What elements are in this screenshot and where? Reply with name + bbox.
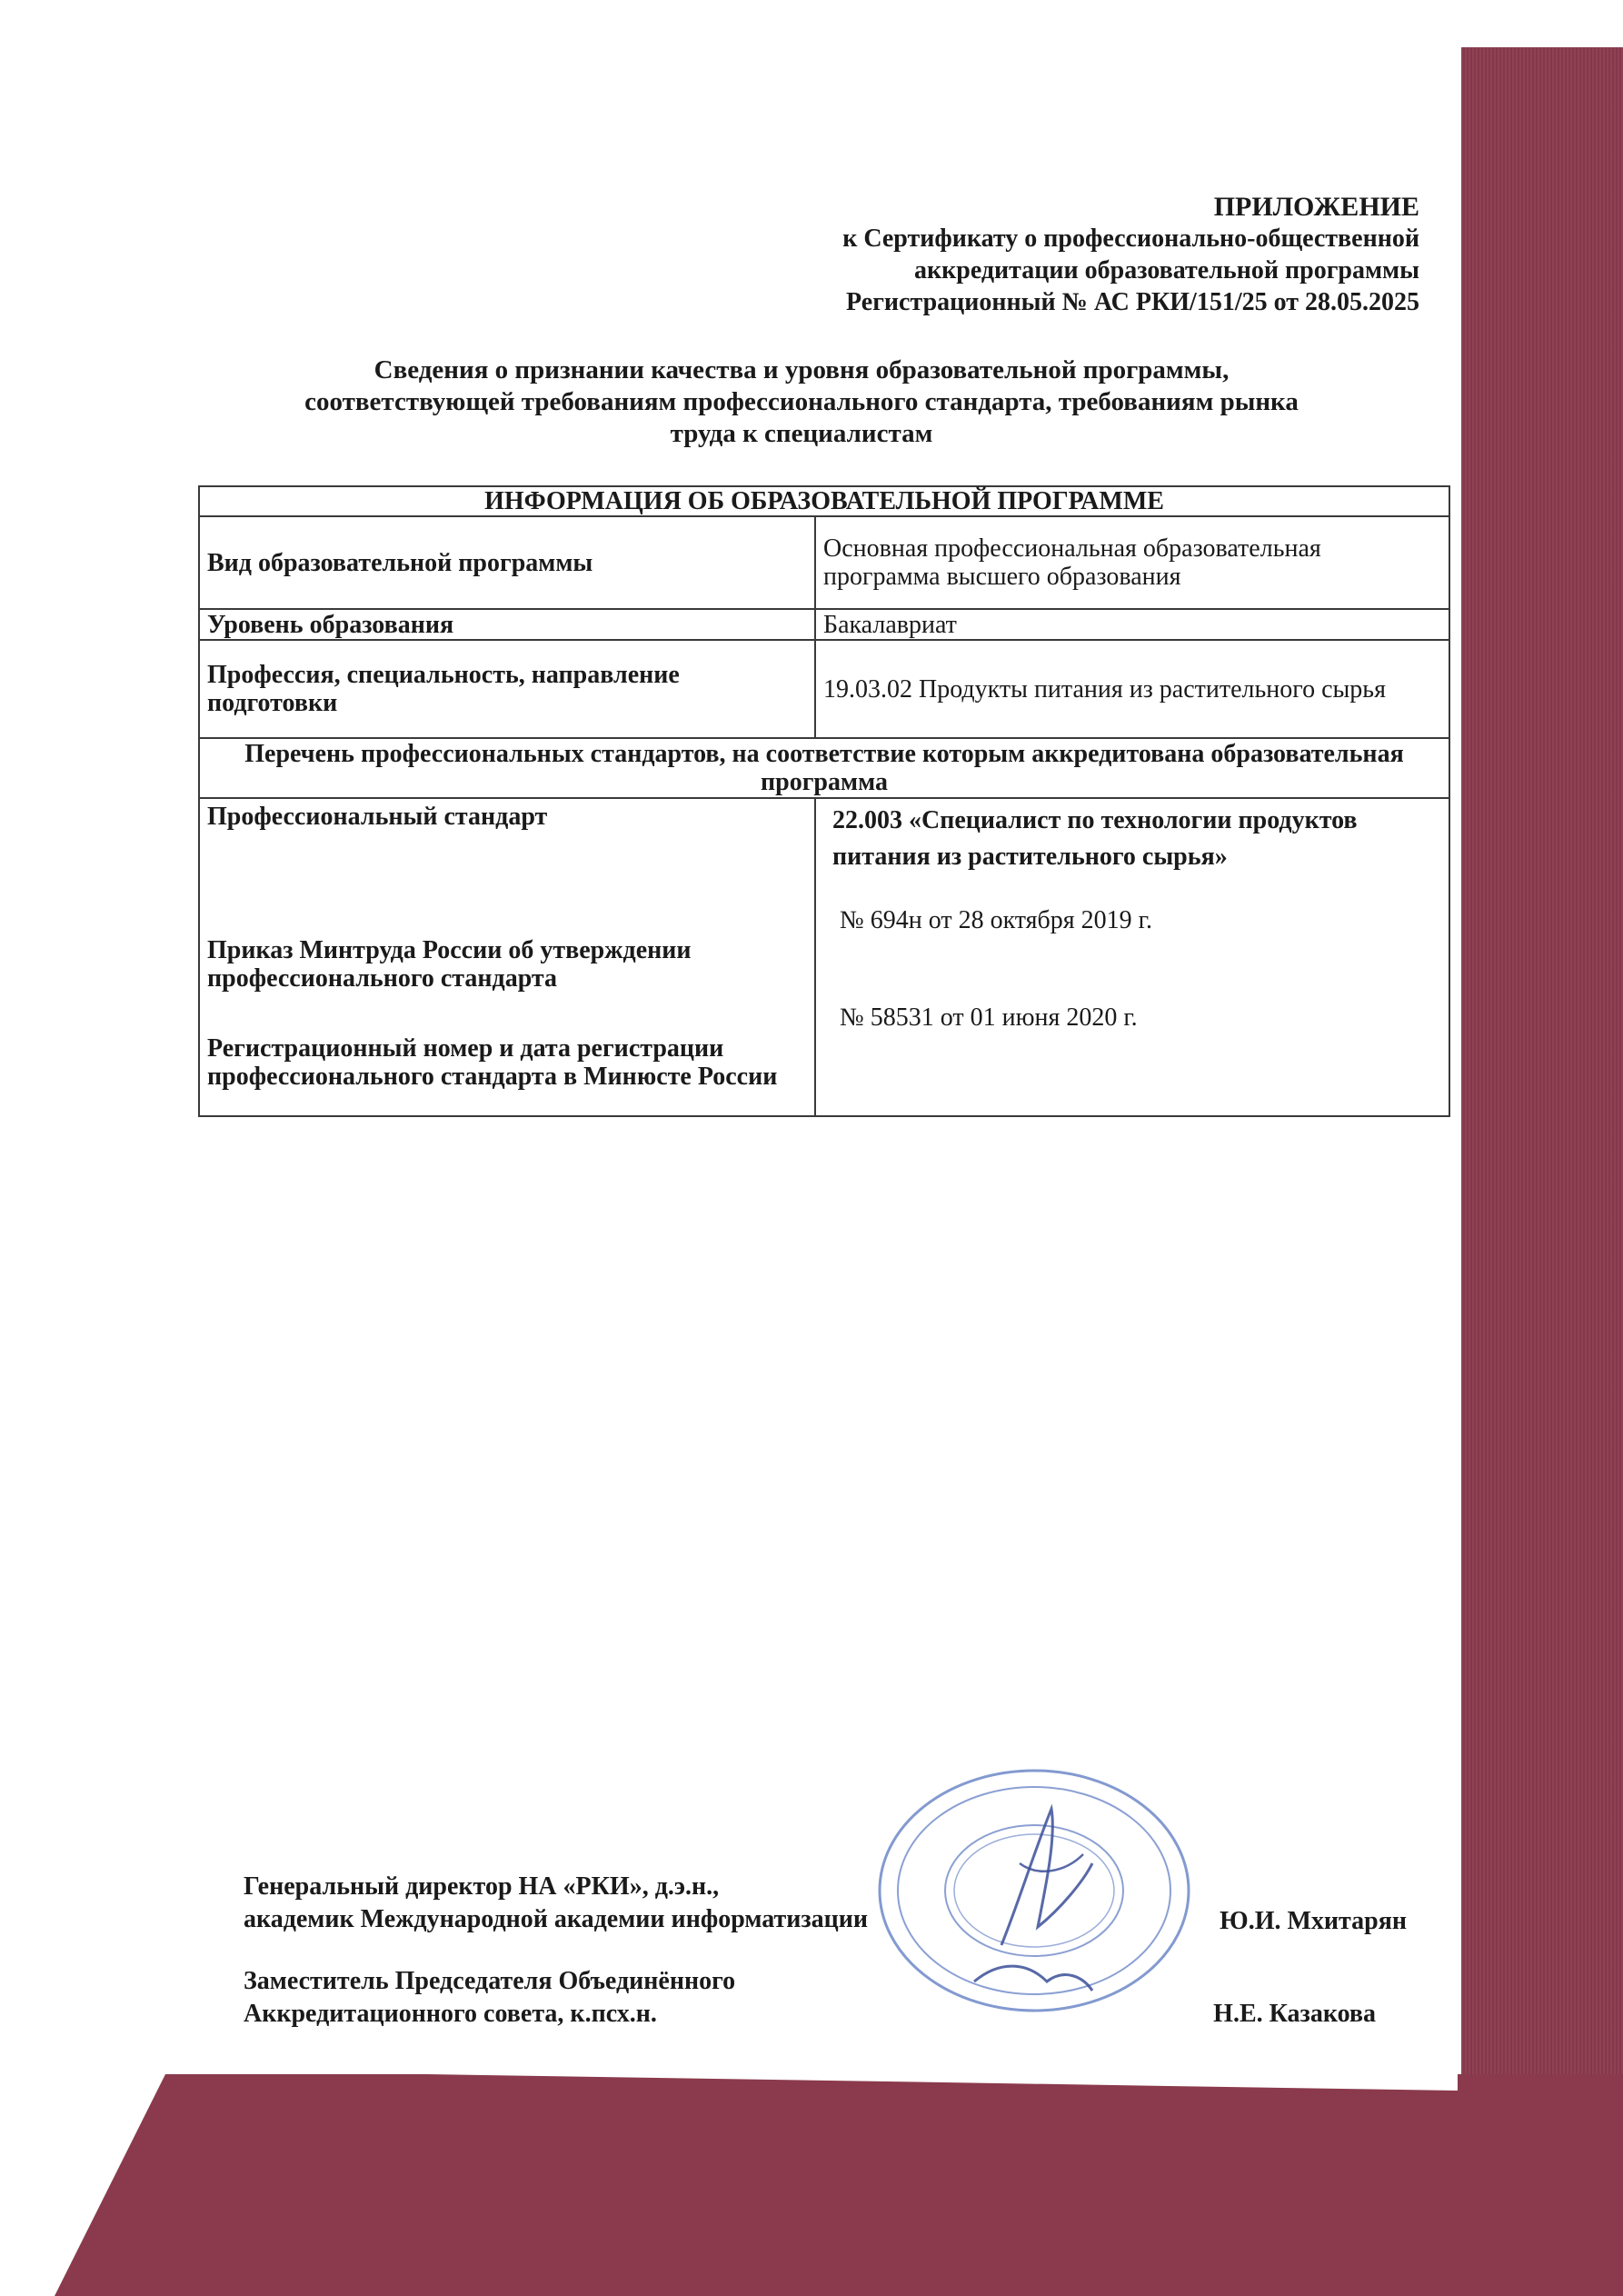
signatory-title-line: академик Международной академии информатизации	[244, 1905, 869, 1933]
document-subtitle	[211, 354, 1392, 450]
registration-number: Регистрационный № АС РКИ/151/25 от 28.05.2025	[846, 288, 1419, 316]
professional-standard-label: Профессиональный стандарт	[207, 803, 548, 831]
signatures-block	[244, 1871, 1425, 2060]
specialty-label: Профессия, специальность, направление подготовки	[199, 640, 815, 738]
signatory-title	[244, 1871, 1043, 1936]
specialty-value: 19.03.02 Продукты питания из растительного сырья	[815, 640, 1449, 738]
registration-value: № 58531 от 01 июня 2020 г.	[840, 1003, 1138, 1032]
subtitle-line: соответствующей требованиям профессионального стандарта, требованиям рынка	[304, 387, 1299, 416]
signatory-title-line: Заместитель Председателя Объединённого	[244, 1967, 736, 1995]
order-value: № 694н от 28 октября 2019 г.	[840, 906, 1152, 934]
header-line: аккредитации образовательной программы	[913, 256, 1419, 285]
program-info-table	[198, 485, 1450, 1117]
program-type-label: Вид образовательной программы	[199, 516, 815, 609]
signatory-title-line: Генеральный директор НА «РКИ», д.э.н.,	[244, 1872, 720, 1901]
table-row	[199, 516, 1449, 609]
decorative-frame-right	[1461, 47, 1623, 2296]
subtitle-line: Сведения о признании качества и уровня образовательной программы,	[373, 355, 1230, 384]
signatory-name: Н.Е. Казакова	[1213, 2000, 1376, 2028]
education-level-value: Бакалавриат	[815, 609, 1449, 640]
table-heading-row	[199, 738, 1449, 798]
order-label: Приказ Минтруда России об утверждении профессионального стандарта	[207, 936, 692, 993]
education-level-label: Уровень образования	[199, 609, 815, 640]
standards-heading: Перечень профессиональных стандартов, на соответствие которым аккредитована образовательная программа	[199, 738, 1449, 798]
subtitle-line: труда к специалистам	[670, 419, 933, 448]
appendix-header	[602, 191, 1419, 318]
signatory-title	[244, 1965, 1043, 2031]
appendix-title: ПРИЛОЖЕНИЕ	[1213, 192, 1419, 222]
registration-label: Регистрационный номер и дата регистрации профессионального стандарта в Минюсте России	[207, 1034, 778, 1091]
program-info-heading: ИНФОРМАЦИЯ ОБ ОБРАЗОВАТЕЛЬНОЙ ПРОГРАММЕ	[199, 486, 1449, 516]
standards-values-cell	[815, 798, 1449, 1116]
table-heading-row	[199, 486, 1449, 516]
table-row	[199, 798, 1449, 1116]
standards-labels-cell	[199, 798, 815, 1116]
professional-standard-value: 22.003 «Специалист по технологии продуктов питания из растительного сырья»	[832, 806, 1358, 871]
table-row	[199, 609, 1449, 640]
program-type-value: Основная профессиональная образовательная программа высшего образования	[815, 516, 1449, 609]
table-row	[199, 640, 1449, 738]
signatory-title-line: Аккредитационного совета, к.псх.н.	[244, 2000, 657, 2028]
signature-row	[244, 1965, 1425, 2034]
signature-row	[244, 1871, 1425, 1940]
signatory-name: Ю.И. Мхитарян	[1220, 1907, 1407, 1935]
header-line: к Сертификату о профессионально-общественной	[842, 225, 1419, 253]
